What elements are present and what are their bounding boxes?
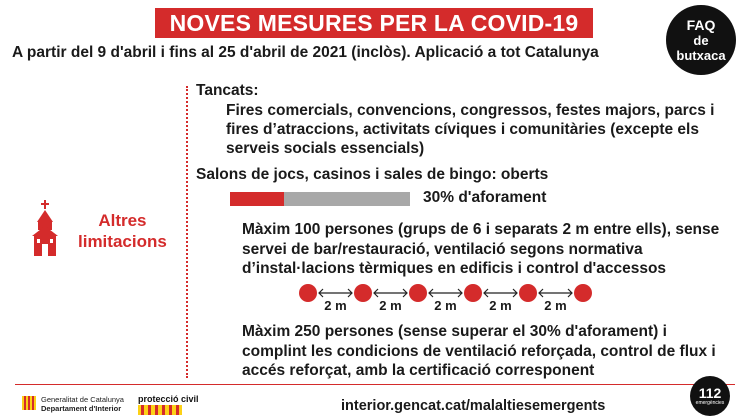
side-label [78,210,167,252]
side-label-line1: Altres [98,211,147,230]
distance-arrow [484,289,517,297]
church-icon [32,200,58,256]
distance-label: 2 m [489,298,512,312]
emergency-112-badge [690,376,730,416]
proteccio-civil-text: protecció civil [138,394,199,404]
faq-badge-line1: FAQ [686,16,716,33]
person-dot [519,284,537,302]
rule-100-text: Màxim 100 persones (grups de 6 i separats 2 m entre ells), sense servei de bar/restauració, ventilació segons normativa d’instal·lacions tèrmiques en edificis i control d'accessos [242,221,720,277]
generalitat-text [41,395,124,413]
generalitat-line1: Generalitat de Catalunya [41,395,124,404]
distance-arrow [319,289,352,297]
side-label-line2: limitacions [78,232,167,251]
capacity-bar [230,192,410,206]
footer-divider [15,384,735,385]
person-dot [354,284,372,302]
distance-diagram [298,282,598,312]
tancats-heading: Tancats: [196,82,259,99]
person-dot [464,284,482,302]
faq-badge [666,5,736,75]
capacity-bar-fill [230,192,284,206]
distance-label: 2 m [324,298,347,312]
distance-arrow [429,289,462,297]
proteccio-civil-logo-icon [138,405,182,415]
faq-badge-line2: de [693,32,709,48]
distance-label: 2 m [544,298,567,312]
distance-arrow [374,289,407,297]
distance-label: 2 m [379,298,402,312]
faq-badge-line3: butxaca [676,47,726,63]
person-dot [574,284,592,302]
page-title: NOVES MESURES PER LA COVID-19 [155,8,593,38]
footer-url[interactable]: interior.gencat.cat/malaltiesemergents [341,398,606,414]
badge-112-number: 112 [698,385,722,401]
generalitat-logo-icon [22,396,36,410]
page-subtitle: A partir del 9 d'abril i fins al 25 d'abril de 2021 (inclòs). Aplicació a tot Catalunya [12,44,599,61]
dotted-divider [186,86,188,378]
tancats-text: Fires comercials, convencions, congressos, festes majors, parcs i fires d’atraccions, activitats cíviques i comunitàries (excepte els serveis socials essencials) [226,102,715,157]
person-dot [299,284,317,302]
generalitat-line2: Departament d'Interior [41,404,122,413]
capacity-label: 30% d'aforament [423,189,547,206]
distance-arrow [539,289,572,297]
badge-112-sub: emergències [695,400,725,406]
distance-label: 2 m [434,298,457,312]
rule-250-text: Màxim 250 persones (sense superar el 30% d'aforament) i complint les condicions de ventilació reforçada, control de flux i accés reforçat, amb la certificació corresponent [242,323,716,379]
person-dot [409,284,427,302]
salons-heading: Salons de jocs, casinos i sales de bingo: oberts [196,166,549,183]
